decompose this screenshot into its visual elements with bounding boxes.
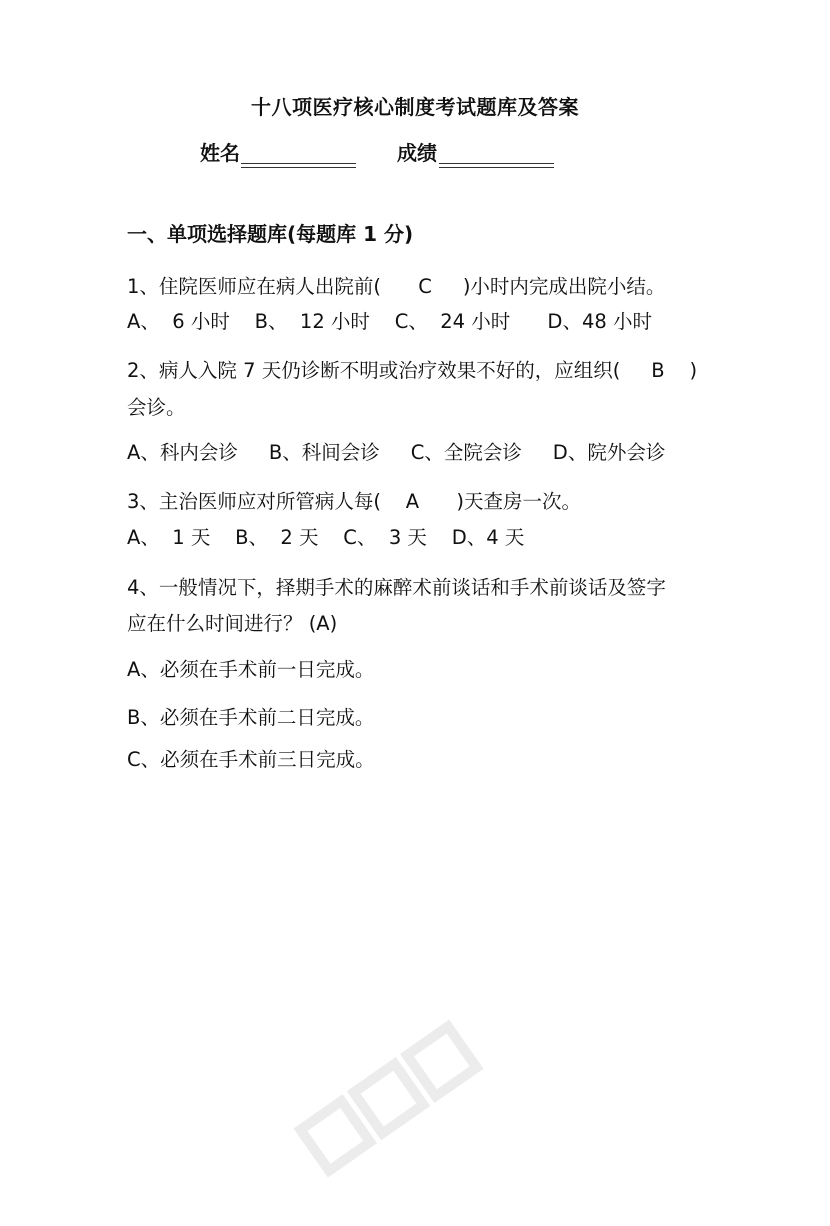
name-blank-line — [241, 163, 356, 168]
question-4-stem-line-2: 应在什么时间进行？ (A) — [127, 612, 338, 635]
score-blank-line — [439, 163, 554, 168]
question-4-option-b: B、必须在手术前二日完成。 — [127, 706, 375, 729]
question-2-stem-line-2: 会诊。 — [127, 396, 186, 419]
section-heading: 一、单项选择题库(每题库 1 分) — [127, 222, 414, 246]
question-4-option-a: A、必须在手术前一日完成。 — [127, 658, 375, 681]
name-label: 姓名 — [200, 141, 240, 165]
question-3-stem: 3、主治医师应对所管病人每( A )天查房一次。 — [127, 490, 581, 513]
page-title: 十八项医疗核心制度考试题库及答案 — [251, 95, 579, 119]
score-label: 成绩 — [397, 141, 437, 165]
question-1-options: A、 6 小时 B、 12 小时 C、 24 小时 D、48 小时 — [127, 310, 652, 333]
question-4-option-c: C、必须在手术前三日完成。 — [127, 748, 375, 771]
question-1-stem: 1、住院医师应在病人出院前( C )小时内完成出院小结。 — [127, 275, 666, 298]
question-4-stem-line-1: 4、一般情况下，择期手术的麻醉术前谈话和手术前谈话及签字 — [127, 576, 666, 599]
question-2-options: A、科内会诊 B、科间会诊 C、全院会诊 D、院外会诊 — [127, 441, 666, 464]
question-3-options: A、 1 天 B、 2 天 C、 3 天 D、4 天 — [127, 526, 525, 549]
question-2-stem-line-1: 2、病人入院 7 天仍诊断不明或治疗效果不好的，应组织( B ) — [127, 359, 698, 382]
watermark-graphic — [281, 1004, 519, 1225]
